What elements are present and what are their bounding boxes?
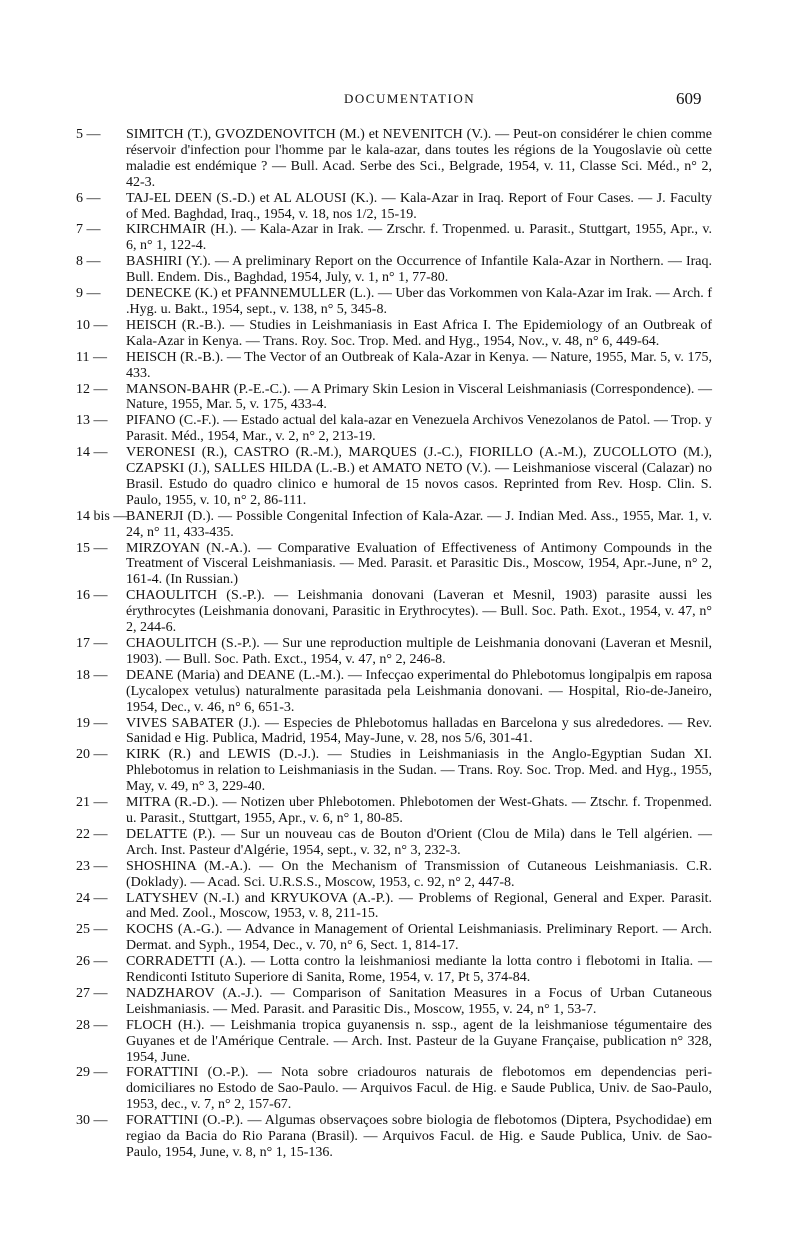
page-header — [0, 91, 800, 111]
reference-number: 19 — — [76, 715, 108, 731]
reference-entry — [76, 445, 712, 509]
reference-entry — [76, 254, 712, 286]
page-number: 609 — [676, 89, 702, 108]
reference-entry — [76, 747, 712, 795]
reference-number: 29 — — [76, 1065, 108, 1081]
reference-text: CORRADETTI (A.). — Lotta contro la leishmaniosi mediante la lotta contro i flebotomi in Italia. — Rendiconti Istituto Superiore di Sanita, Rome, 1954, v. 17, Pt 5, 374-84. — [126, 954, 712, 986]
reference-text: SIMITCH (T.), GVOZDENOVITCH (M.) et NEVENITCH (V.). — Peut-on considérer le chien comme réservoir d'infection pour l'homme par le kala-azar, dans toutes les régions de la Yougoslavie où cette maladie est endémique ? — Bull. Acad. Serbe des Sci., Belgrade, 1954, v. 11, Classe Sci. Méd., n° 2, 42-3. — [126, 127, 712, 190]
reference-text: KOCHS (A.-G.). — Advance in Management of Oriental Leishmaniasis. Preliminary Report. — Arch. Dermat. and Syph., 1954, Dec., v. 70, n° 6, Sect. 1, 814-17. — [126, 922, 712, 954]
reference-text: BANERJI (D.). — Possible Congenital Infection of Kala-Azar. — J. Indian Med. Ass., 1955, Mar. 1, v. 24, n° 11, 433-435. — [126, 508, 712, 540]
reference-number: 16 — — [76, 588, 108, 604]
reference-text: VIVES SABATER (J.). — Especies de Phlebotomus halladas en Barcelona y sus alrededores. — Rev. Sanidad e Hig. Publica, Madrid, 1954, May-June, v. 28, nos 5/6, 301-41. — [126, 715, 712, 747]
reference-entry — [76, 413, 712, 445]
reference-number: 10 — — [76, 317, 108, 333]
reference-text: KIRK (R.) and LEWIS (D.-J.). — Studies in Leishmaniasis in the Anglo-Egyptian Sudan XI. Phlebotomus in relation to Leishmaniasis in the Sudan. — Trans. Roy. Soc. Trop. Med. and Hyg., 1955, May, v. 49, n° 3, 229-40. — [126, 747, 712, 795]
reference-entry — [76, 382, 712, 414]
reference-entry — [76, 636, 712, 668]
reference-text: FORATTINI (O.-P.). — Nota sobre criadouros naturais de flebotomos em dependencias peri-domiciliares no Estodo de Sao-Paulo. — Arquivos Facul. de Hig. e Saude Publica, Univ. de Sao-Paulo, 1953, dec., v. 7, n° 2, 157-67. — [126, 1065, 712, 1113]
reference-entry — [76, 954, 712, 986]
reference-entry — [76, 127, 712, 191]
reference-entry — [76, 668, 712, 716]
reference-entry — [76, 716, 712, 748]
reference-text: DENECKE (K.) et PFANNEMULLER (L.). — Uber das Vorkommen von Kala-Azar im Irak. — Arch. f .Hyg. u. Bakt., 1954, sept., v. 138, n° 5, 345-8. — [126, 286, 712, 317]
reference-text: CHAOULITCH (S.-P.). — Sur une reproduction multiple de Leishmania donovani (Laveran et Mesnil, 1903). — Bull. Soc. Path. Exct., 1954, v. 47, n° 2, 246-8. — [126, 636, 712, 667]
reference-number: 30 — — [76, 1113, 108, 1129]
reference-entry — [76, 891, 712, 923]
reference-number: 6 — — [76, 190, 101, 206]
reference-text: FLOCH (H.). — Leishmania tropica guyanensis n. ssp., agent de la leishmaniose tégumentaire des Guyanes et de l'Amérique Centrale. — Arch. Inst. Pasteur de la Guyane Française, publication n° 328, 1954, June. — [126, 1017, 712, 1065]
reference-text: MITRA (R.-D.). — Notizen uber Phlebotomen. Phlebotomen der West-Ghats. — Ztschr. f. Tropenmed. u. Parasit., Stuttgart, 1955, Apr., v. 6, n° 1, 80-85. — [126, 795, 712, 826]
reference-number: 8 — — [76, 254, 101, 270]
reference-entry — [76, 827, 712, 859]
reference-text: HEISCH (R.-B.). — The Vector of an Outbreak of Kala-Azar in Kenya. — Nature, 1955, Mar. 5, v. 175, 433. — [126, 349, 712, 381]
reference-text: CHAOULITCH (S.-P.). — Leishmania donovani (Laveran et Mesnil, 1903) parasite aussi les érythrocytes (Leishmania donovani, Parasitic in Erythrocytes). — Bull. Soc. Path. Exot., 1954, v. 47, n° 2, 244-6. — [126, 588, 712, 636]
running-title: DOCUMENTATION — [344, 91, 476, 106]
reference-number: 12 — — [76, 381, 108, 397]
reference-entry — [76, 318, 712, 350]
reference-number: 23 — — [76, 858, 108, 874]
reference-number: 9 — — [76, 286, 101, 302]
reference-text: FORATTINI (O.-P.). — Algumas observaçoes sobre biologia de flebotomos (Diptera, Psychodidae) em regiao da Bacia do Rio Parana (Brasil). — Arquivos Facul. de Hig. e Saude Publica, Univ. de Sao-Paulo, 1954, June, v. 8, n° 1, 15-136. — [126, 1113, 712, 1160]
reference-number: 25 — — [76, 922, 108, 938]
reference-number: 24 — — [76, 890, 108, 906]
reference-number: 17 — — [76, 636, 108, 651]
reference-entry — [76, 509, 712, 541]
reference-entry — [76, 588, 712, 636]
reference-number: 11 — — [76, 349, 107, 365]
reference-entry — [76, 191, 712, 223]
reference-number: 5 — — [76, 127, 101, 142]
reference-entry — [76, 859, 712, 891]
reference-number: 27 — — [76, 985, 108, 1001]
reference-entry — [76, 1018, 712, 1066]
reference-number: 15 — — [76, 540, 108, 556]
reference-entry — [76, 986, 712, 1018]
reference-number: 28 — — [76, 1017, 108, 1033]
reference-text: DELATTE (P.). — Sur un nouveau cas de Bouton d'Orient (Clou de Mila) dans le Tell algérien. — Arch. Inst. Pasteur d'Algérie, 1954, sept., v. 32, n° 3, 232-3. — [126, 826, 712, 858]
reference-entry — [76, 541, 712, 589]
reference-number: 14 bis — — [76, 508, 128, 524]
reference-number: 20 — — [76, 747, 108, 763]
reference-list — [76, 127, 712, 1161]
reference-entry — [76, 1113, 712, 1161]
reference-number: 7 — — [76, 222, 101, 238]
reference-text: MIRZOYAN (N.-A.). — Comparative Evaluation of Effectiveness of Antimony Compounds in the Treatment of Visceral Leishmaniasis. — Med. Parasit. et Parasitic Dis., Moscow, 1954, Apr.-June, n° 2, 161-4. (In Russian.) — [126, 540, 712, 588]
reference-entry — [76, 922, 712, 954]
reference-number: 21 — — [76, 795, 108, 811]
reference-number: 18 — — [76, 667, 108, 683]
reference-entry — [76, 286, 712, 318]
reference-text: MANSON-BAHR (P.-E.-C.). — A Primary Skin Lesion in Visceral Leishmaniasis (Correspondence). — Nature, 1955, Mar. 5, v. 175, 433-4. — [126, 381, 712, 413]
reference-text: HEISCH (R.-B.). — Studies in Leishmaniasis in East Africa I. The Epidemiology of an Outbreak of Kala-Azar in Kenya. — Trans. Roy. Soc. Trop. Med. and Hyg., 1954, Nov., v. 48, n° 6, 449-64. — [126, 317, 712, 349]
reference-number: 26 — — [76, 954, 108, 970]
reference-text: KIRCHMAIR (H.). — Kala-Azar in Irak. — Zrschr. f. Tropenmed. u. Parasit., Stuttgart, 1955, Apr., v. 6, n° 1, 122-4. — [126, 222, 712, 254]
reference-number: 22 — — [76, 826, 108, 842]
reference-text: PIFANO (C.-F.). — Estado actual del kala-azar en Venezuela Archivos Venezolanos de Patol. — Trop. y Parasit. Méd., 1954, Mar., v. 2, n° 2, 213-19. — [126, 413, 712, 445]
reference-number: 14 — — [76, 445, 108, 461]
reference-entry — [76, 1065, 712, 1113]
reference-text: VERONESI (R.), CASTRO (R.-M.), MARQUES (J.-C.), FIORILLO (A.-M.), ZUCOLLOTO (M.), CZAPSKI (J.), SALLES HILDA (L.-B.) et AMATO NETO (V.). — Leishmaniose visceral (Calazar) no Brasil. Estudo do quadro clinico e humoral de 15 novos casos. Reprinted from Rev. Hosp. Clin. S. Paulo, 1955, v. 10, n° 2, 86-111. — [126, 445, 712, 508]
reference-text: SHOSHINA (M.-A.). — On the Mechanism of Transmission of Cutaneous Leishmaniasis. C.R. (Doklady). — Acad. Sci. U.R.S.S., Moscow, 1953, c. 92, n° 2, 447-8. — [126, 858, 712, 890]
reference-text: NADZHAROV (A.-J.). — Comparison of Sanitation Measures in a Focus of Urban Cutaneous Leishmaniasis. — Med. Parasit. and Parasitic Dis., Moscow, 1955, v. 24, n° 1, 53-7. — [126, 985, 712, 1017]
reference-text: BASHIRI (Y.). — A preliminary Report on the Occurrence of Infantile Kala-Azar in Northern. — Iraq. Bull. Endem. Dis., Baghdad, 1954, July, v. 1, n° 1, 77-80. — [126, 254, 712, 286]
reference-entry — [76, 222, 712, 254]
reference-number: 13 — — [76, 413, 108, 429]
reference-entry — [76, 795, 712, 827]
reference-text: TAJ-EL DEEN (S.-D.) et AL ALOUSI (K.). — Kala-Azar in Iraq. Report of Four Cases. — J. Faculty of Med. Baghdad, Iraq., 1954, v. 18, nos 1/2, 15-19. — [126, 190, 712, 222]
reference-text: LATYSHEV (N.-I.) and KRYUKOVA (A.-P.). — Problems of Regional, General and Exper. Parasit. and Med. Zool., Moscow, 1953, v. 8, 211-15. — [126, 890, 712, 922]
reference-entry — [76, 350, 712, 382]
reference-text: DEANE (Maria) and DEANE (L.-M.). — Infecçao experimental do Phlebotomus longipalpis em raposa (Lycalopex vetulus) naturalmente parasitada pela Leishmania donovani. — Hospital, Rio-de-Janeiro, 1954, Dec., v. 46, n° 6, 651-3. — [126, 667, 712, 715]
